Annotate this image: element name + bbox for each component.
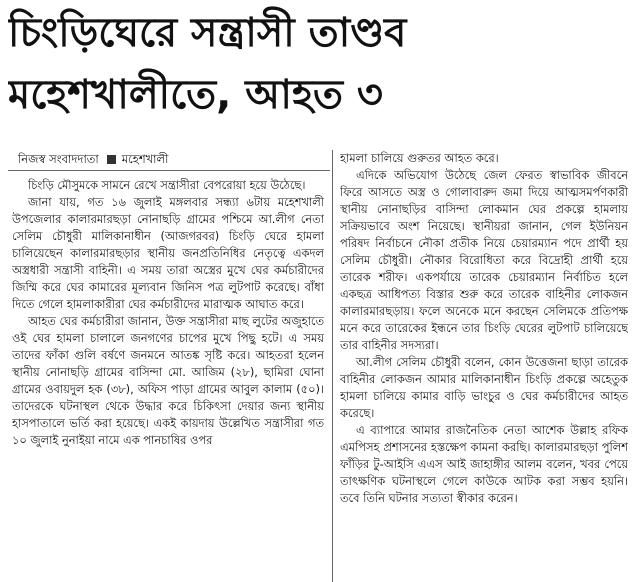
article-column-right <box>340 150 628 582</box>
reporter-credit: নিজস্ব সংবাদদাতা <box>18 152 99 166</box>
headline <box>8 2 628 126</box>
paragraph: এদিকে অভিযোগ উঠেছে জেল ফেরত স্বাভাবিক জীবনে ফিরে আসতে অস্ত্র ও গোলাবারুদ জমা দিয়ে আত্মসমর্পণকারী স্থানীয় নোনাছড়ির বাসিন্দা লোকমান ঘের প্রকল্পে হামলায় সক্রিয়ভাবে অংশ নিয়েছে। স্থানীয়রা জানান, গেল ইউনিয়ন পরিষদ নির্বাচনে নৌকা প্রতীক নিয়ে চেয়ারম্যান পদে প্রার্থী হয় সেলিম চৌধুরী। নৌকার বিরোধিতা করে বিদ্রোহী প্রার্থী হয়ে তারেক শরীফ। একপর্যায়ে তারেক চেয়ারম্যান নির্বাচিত হলে একছত্র আধিপত্য বিস্তার শুরু করে তারেক বাহিনীর লোকজন কালারমারছড়ায়। ফলে অনেকে মনে করছেন সেলিমকে প্রতিপক্ষ মনে করে তারেকের ইন্ধনে তার চিংড়ি ঘেরের লুটপাট চালিয়েছে তার বাহিনীর সদস্যরা। <box>340 168 628 352</box>
headline-line-2: মহেশখালীতে, আহত ৩ <box>8 72 383 118</box>
byline-divider <box>8 170 330 171</box>
square-bullet-icon <box>107 155 116 164</box>
paragraph: আ.লীগ সেলিম চৌধুরী বলেন, কোন উত্তেজনা ছাড়া তারেক বাহিনীর লোকজন আমার মালিকানাধীন চিংড়ি প্রকল্পে অহেতুক হামলা চালিয়ে কামার বাড়ি ভাংচুর ও ঘের কর্মচারীদের আহত করেছে। <box>340 355 628 420</box>
byline <box>18 151 168 167</box>
article-column-left <box>12 177 324 582</box>
paragraph: হামলা চালিয়ে গুরুতর আহত করে। <box>340 151 499 165</box>
dateline-location: মহেশখালী <box>121 152 169 166</box>
paragraph: চিংড়ি মৌসুমকে সামনে রেখে সন্ত্রাসীরা বেপরোয়া হয়ে উঠেছে। <box>28 178 306 192</box>
paragraph: জানা যায়, গত ১৬ জুলাই মঙ্গলবার সন্ধ্যা ৬টায় মহেশখালী উপজেলার কালারমারছড়া নোনাছড়ি গ্রামের পশ্চিমে আ.লীগ নেতা সেলিম চৌধুরী মালিকানাধীন (আজগরবর) চিংড়ি ঘেরে হামলা চালিয়েছেন কালারমারছড়ার স্থানীয় জনপ্রতিনিধির নেতৃত্বে একদল অস্ত্রধারী সন্ত্রাসী বাহিনী। এ সময় তারা অস্ত্রের মুখে ঘের কর্মচারীদের জিম্মি করে ঘের কামারের মূল্যবান জিনিস পত্র লুটপাট করেছে। বাঁধা দিতে গেলে হামলাকারীরা ঘের কর্মচারীদের মারাত্মক আঘাত করে। <box>12 195 324 311</box>
paragraph: আহত ঘের কর্মচারীরা জানান, উক্ত সন্ত্রাসীরা মাছ লুটের অজুহাতে ওই ঘের হামলা চালালে জনগণের চাপের মুখে পিছু হটে। এ সময় তাদের ফাঁকা গুলি বর্ষণে জনমনে আতঙ্ক সৃষ্টি করে। আহতরা হলেন স্থানীয় নোনাছড়ি গ্রামের বাসিন্দা মো. আজিম (২৮), ছামিরা ঘোনা গ্রামের ওবায়দুল হক (৩৮), অফিস পাড়া গ্রামের আবুল কালাম (৫০)। তাদেরকে ঘটনাস্থল থেকে উদ্ধার করে চিকিৎসা দেয়ার জন্য স্থানীয় হাসপাতালে ভর্তি করা হয়েছে। একই কায়দায় উল্লেখিত সন্ত্রাসীরা গত ১০ জুলাই নুনাইয়া নামে এক পানচাষির ওপর <box>12 314 324 447</box>
column-divider <box>332 150 333 582</box>
paragraph: এ ব্যাপারে আমার রাজনৈতিক নেতা আশেক উল্লাহ রফিক এমপিসহ প্রশাসনের হস্তক্ষেপ কামনা করছি। কালারমারছড়া পুলিশ ফাঁড়ির টু-আইসি এএস আই জাহাঙ্গীর আলম বলেন, খবর পেয়ে তাৎক্ষণিক ঘটনাস্থলে গেলে কাউকে আটক করা সম্ভব হয়নি। তবে তিনি ঘটনার সত্যতা স্বীকার করেন। <box>340 423 628 505</box>
headline-line-1: চিংড়িঘেরে সন্ত্রাসী তাণ্ডব <box>8 10 407 56</box>
